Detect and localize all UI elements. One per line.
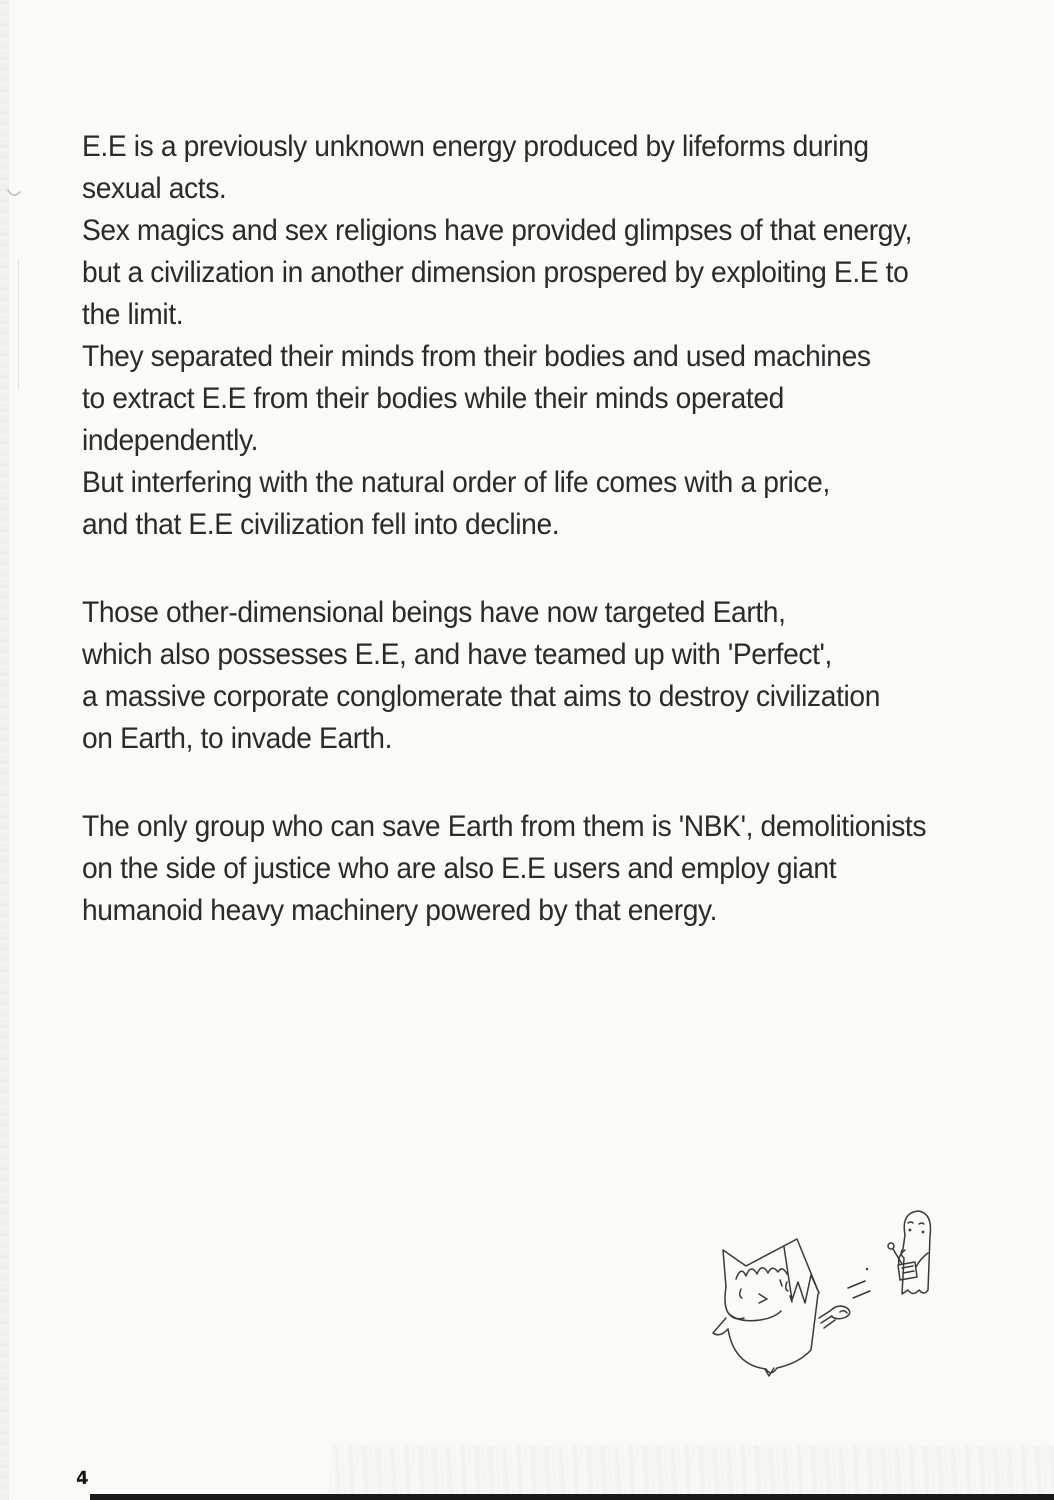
stray-pen-mark bbox=[6, 186, 24, 202]
text-line: and that E.E civilization fell into decline. bbox=[82, 508, 560, 541]
text-line: a massive corporate conglomerate that aims to destroy civilization bbox=[82, 680, 881, 713]
text-line: sexual acts. bbox=[82, 172, 227, 205]
text-line: But interfering with the natural order of life comes with a price, bbox=[82, 466, 830, 499]
cat-head-outline bbox=[723, 1239, 819, 1293]
text-line: independently. bbox=[82, 424, 259, 457]
scan-bottom-bar bbox=[90, 1494, 1054, 1500]
paragraph-invasion bbox=[82, 592, 984, 760]
text-line: the limit. bbox=[82, 298, 184, 331]
text-line: humanoid heavy machinery powered by that energy. bbox=[82, 894, 718, 927]
scan-noise-band bbox=[330, 1445, 1054, 1500]
doodle-sketch bbox=[680, 1190, 1000, 1400]
paragraph-nbk bbox=[82, 806, 984, 932]
story-text bbox=[82, 126, 984, 978]
text-line: on the side of justice who are also E.E users and employ giant bbox=[82, 852, 837, 885]
text-line: but a civilization in another dimension prospered by exploiting E.E to bbox=[82, 256, 909, 289]
text-line: E.E is a previously unknown energy produced by lifeforms during bbox=[82, 130, 869, 163]
scan-edge-texture bbox=[0, 0, 9, 1500]
text-line: which also possesses E.E, and have teamed up with 'Perfect', bbox=[82, 638, 833, 671]
text-line: Sex magics and sex religions have provided glimpses of that energy, bbox=[82, 214, 913, 247]
text-line: Those other-dimensional beings have now targeted Earth, bbox=[82, 596, 786, 629]
text-line: to extract E.E from their bodies while their minds operated bbox=[82, 382, 784, 415]
text-line: They separated their minds from their bodies and used machines bbox=[82, 340, 871, 373]
page-number: 4 bbox=[75, 1467, 89, 1490]
scan-streak-mark bbox=[18, 260, 19, 390]
text-line: on Earth, to invade Earth. bbox=[82, 722, 393, 755]
paragraph-ee-intro bbox=[82, 126, 984, 546]
text-line: The only group who can save Earth from them is 'NBK', demolitionists bbox=[82, 810, 927, 843]
